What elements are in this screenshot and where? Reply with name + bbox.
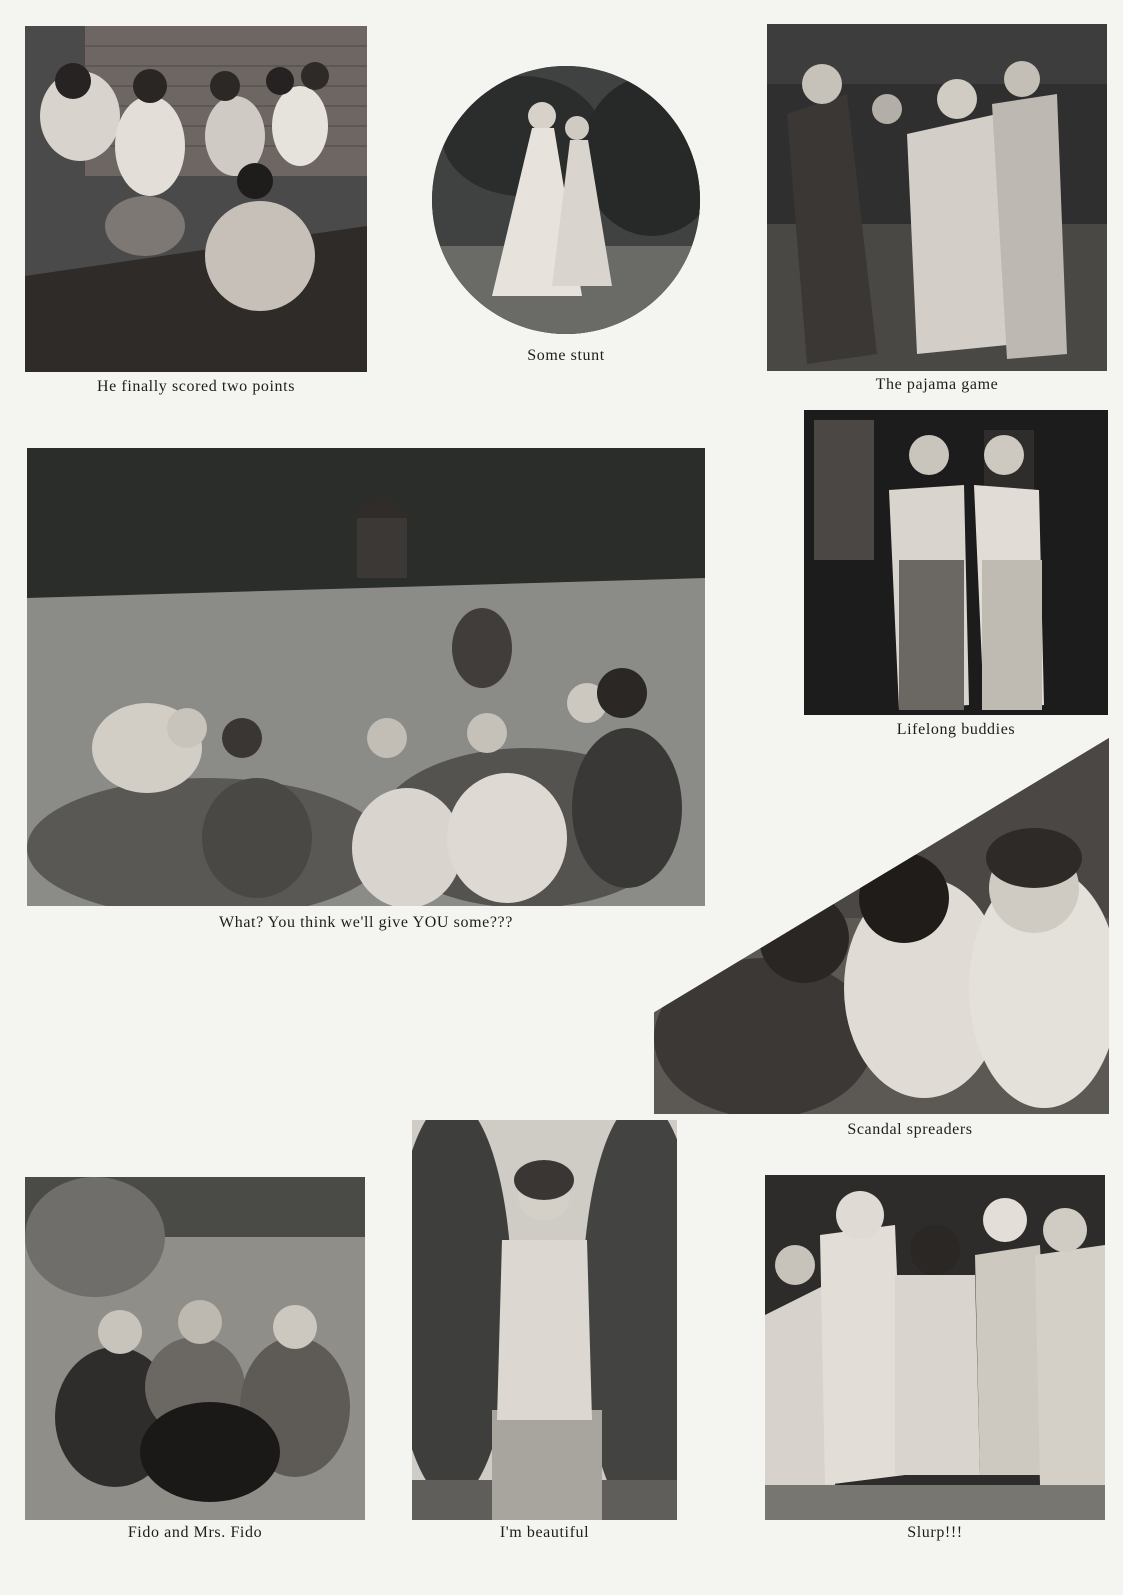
caption-stunt: Some stunt (527, 347, 605, 364)
caption-buddies: Lifelong buddies (896, 721, 1016, 738)
photo-some-stunt (432, 66, 700, 334)
caption-basketball: He finally scored two points (96, 378, 296, 395)
caption-beautiful: I'm beautiful (499, 1524, 590, 1541)
photo-im-beautiful (412, 1120, 677, 1520)
photo-slurp (765, 1175, 1105, 1520)
photo-pajama-game (767, 24, 1107, 371)
caption-scandal: Scandal spreaders (847, 1121, 973, 1138)
caption-picnic: What? You think we'll give YOU some??? (219, 914, 513, 931)
photo-fido (25, 1177, 365, 1520)
caption-slurp: Slurp!!! (907, 1524, 963, 1541)
photo-lifelong-buddies (804, 410, 1108, 715)
photo-basketball-bleachers (25, 26, 367, 372)
caption-fido: Fido and Mrs. Fido (127, 1524, 263, 1541)
photo-scandal-spreaders (654, 738, 1109, 1114)
photo-picnic-group (27, 448, 705, 906)
caption-pajama: The pajama game (875, 376, 999, 393)
